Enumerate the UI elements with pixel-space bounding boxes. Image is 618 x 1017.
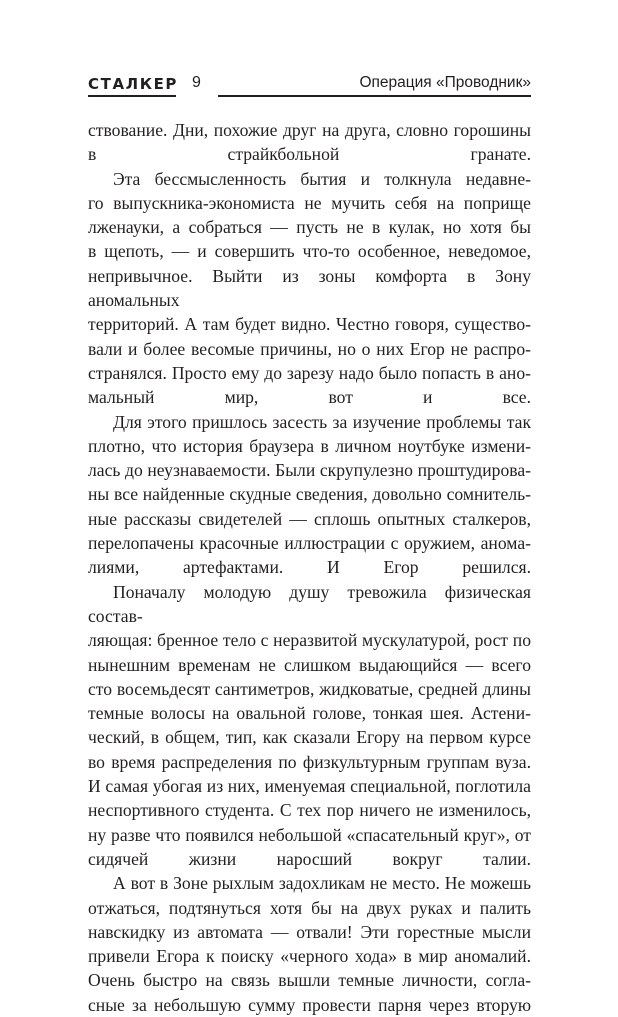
text-line: плотно, что история браузера в личном ноутбуке измени- <box>88 435 531 456</box>
text-line: нынешним временам не слишком выдающийся — всего <box>88 654 531 675</box>
text-line: территорий. А там будет видно. Честно говоря, существо- <box>88 314 531 335</box>
text-line: ческий, в общем, тип, как сказали Егору на первом курсе <box>88 727 531 748</box>
text-line: лженауки, а собраться — пусть не в кулак, но хотя бы <box>88 217 531 238</box>
text-line: лась до неузнаваемости. Были скрупулезно проштудирова- <box>88 460 531 481</box>
text-line: А вот в Зоне рыхлым задохликам не место. Не можешь <box>113 873 531 894</box>
text-line: во время распределения по физкультурным группам вуза. <box>88 751 531 772</box>
text-line: Очень быстро на связь вышли темные личности, согла- <box>88 970 531 991</box>
text-line: ну разве что появился небольшой «спасательный круг», от <box>88 824 531 845</box>
text-line: неспортивного студента. С тех пор ничего не изменилось, <box>88 800 531 821</box>
text-line: непривычное. Выйти из зоны комфорта в Зону аномальных <box>88 265 531 311</box>
text-line: И самая убогая из них, именуемая специальной, поглотила <box>88 776 531 797</box>
text-line: перелопачены красочные иллюстрации с оружием, анома- <box>88 533 531 554</box>
text-line: Эта бессмысленность бытия и толкнула недавне- <box>113 168 531 189</box>
header-rule-left <box>88 95 176 97</box>
page-number: 9 <box>192 74 201 91</box>
running-header <box>88 62 531 102</box>
text-line: сто восемьдесят сантиметров, жидковатые, средней длины <box>88 678 531 699</box>
paragraph-4 <box>88 580 531 872</box>
header-rule-right <box>218 95 531 97</box>
text-line: лиями, артефактами. И Егор решился. <box>88 557 531 578</box>
text-line: сидячей жизни наросший вокруг талии. <box>88 848 531 869</box>
text-line: ные рассказы свидетелей — сплошь опытных сталкеров, <box>88 508 531 529</box>
text-line: Поначалу молодую душу тревожила физическая состав- <box>88 581 531 626</box>
paragraph-3 <box>88 410 531 580</box>
text-line: в щепоть, — и совершить что-то особенное, неведомое, <box>88 241 531 262</box>
text-line: странялся. Просто ему до зарезу надо было попасть в ано- <box>88 362 531 383</box>
text-line: темные волосы на овальной голове, тонкая шея. Астени- <box>88 703 531 724</box>
body-text <box>88 118 531 1017</box>
text-line: ствование. Дни, похожие друг на друга, словно горошины <box>88 120 531 140</box>
text-line: ны все найденные скудные сведения, довольно сомнитель- <box>88 484 531 505</box>
text-line: отжаться, подтянуться хотя бы на двух руках и палить <box>88 897 531 918</box>
series-title: СТАЛКЕР <box>88 75 179 93</box>
paragraph-1 <box>88 118 531 167</box>
text-line: Для этого пришлось засесть за изучение проблемы так <box>113 411 531 432</box>
paragraph-5 <box>88 871 531 1017</box>
text-line: ляющая: бренное тело с неразвитой мускулатурой, рост по <box>88 630 531 651</box>
text-line: мальный мир, вот и все. <box>88 387 531 408</box>
paragraph-2 <box>88 167 531 410</box>
text-line: в страйкбольной гранате. <box>88 144 531 165</box>
chapter-title: Операция «Проводник» <box>359 74 531 91</box>
text-line: вали и более весомые причины, но о них Егор не распро- <box>88 338 531 359</box>
text-line: го выпускника-экономиста не мучить себя на поприще <box>88 192 531 213</box>
text-line: привели Егора к поиску «черного хода» в мир аномалий. <box>88 946 531 967</box>
text-line: навскидку из автомата — отвали! Эти горестные мысли <box>88 921 531 942</box>
text-line: сные за небольшую сумму провести парня через вторую <box>88 994 531 1015</box>
